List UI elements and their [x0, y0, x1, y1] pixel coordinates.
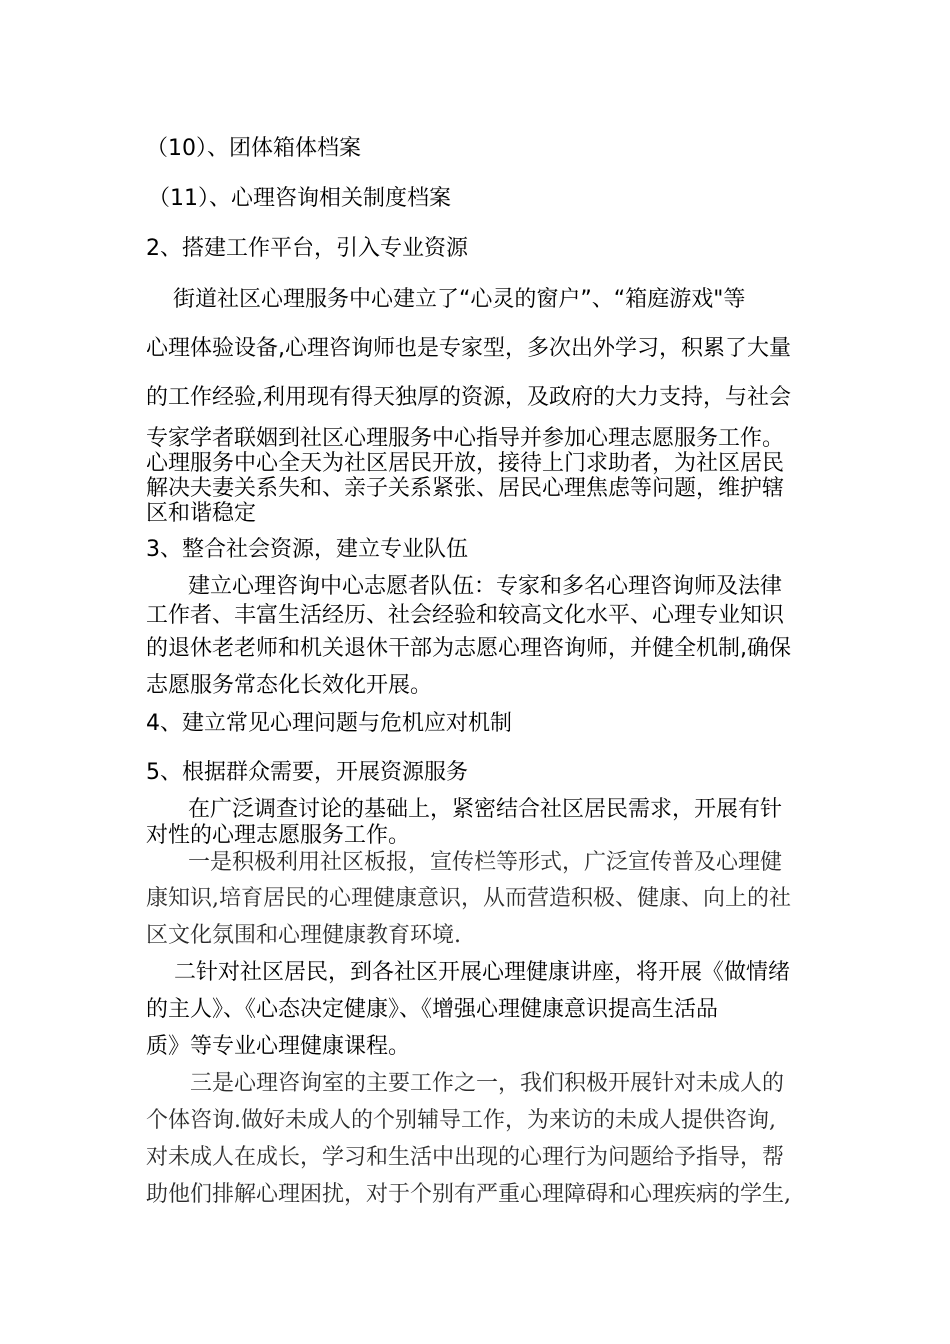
paragraph-line: 的退休老老师和机关退休干部为志愿心理咨询师，并健全机制,确保 [146, 636, 791, 661]
section-heading-5: 5、根据群众需要，开展资源服务 [146, 760, 468, 785]
paragraph-line: 街道社区心理服务中心建立了“心灵的窗户”、“箱庭游戏"等 [173, 287, 746, 312]
paragraph-line: 工作者、丰富生活经历、社会经验和较高文化水平、心理专业知识 [146, 603, 785, 628]
list-item-11: （11）、心理咨询相关制度档案 [148, 186, 451, 211]
paragraph-line: 建立心理咨询中心志愿者队伍：专家和多名心理咨询师及法律 [188, 574, 783, 599]
list-item-10: （10）、团体箱体档案 [146, 136, 361, 161]
paragraph-line: 区文化氛围和心理健康教育环境. [146, 923, 461, 948]
paragraph-line: 区和谐稳定 [146, 501, 257, 526]
section-heading-3: 3、整合社会资源，建立专业队伍 [146, 537, 468, 562]
paragraph-line: 解决夫妻关系失和、亲子关系紧张、居民心理焦虑等问题，维护辖 [146, 476, 785, 501]
paragraph-line: 对未成人在成长，学习和生活中出现的心理行为问题给予指导，帮 [146, 1145, 785, 1170]
paragraph-line: 对性的心理志愿服务工作。 [146, 823, 411, 848]
paragraph-line: 心理体验设备,心理咨询师也是专家型，多次出外学习，积累了大量 [146, 336, 791, 361]
paragraph-line: 在广泛调查讨论的基础上，紧密结合社区居民需求，开展有针 [188, 797, 783, 822]
paragraph-line: 康知识,培育居民的心理健康意识，从而营造积极、健康、向上的社 [146, 886, 791, 911]
paragraph-line: 专家学者联姻到社区心理服务中心指导并参加心理志愿服务工作。 [146, 426, 785, 451]
paragraph-line: 三是心理咨询室的主要工作之一，我们积极开展针对未成人的 [190, 1071, 785, 1096]
paragraph-line: 的主人》、《心态决定健康》、《增强心理健康意识提高生活品 [146, 997, 719, 1022]
section-heading-2: 2、搭建工作平台，引入专业资源 [146, 236, 468, 261]
paragraph-line: 质》等专业心理健康课程。 [146, 1034, 411, 1059]
paragraph-line: 心理服务中心全天为社区居民开放，接待上门求助者，为社区居民 [146, 451, 785, 476]
paragraph-line: 志愿服务常态化长效化开展。 [146, 673, 433, 698]
paragraph-line: 的工作经验,利用现有得天独厚的资源，及政府的大力支持，与社会 [146, 385, 791, 410]
paragraph-line: 一是积极利用社区板报，宣传栏等形式，广泛宣传普及心理健 [188, 850, 783, 875]
paragraph-line: 二针对社区居民，到各社区开展心理健康讲座，将开展《做情绪 [174, 960, 791, 985]
section-heading-4: 4、建立常见心理问题与危机应对机制 [146, 711, 512, 736]
paragraph-line: 助他们排解心理困扰，对于个别有严重心理障碍和心理疾病的学生, [146, 1182, 791, 1207]
paragraph-line: 个体咨询.做好未成人的个别辅导工作，为来访的未成人提供咨询, [146, 1108, 776, 1133]
